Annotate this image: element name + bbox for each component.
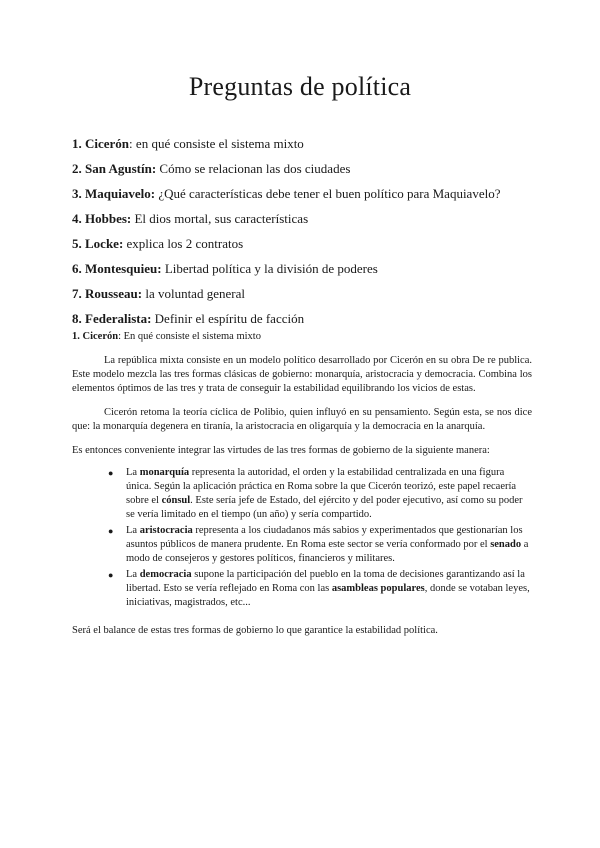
question-item — [72, 186, 542, 211]
question-separator: : — [129, 136, 133, 151]
government-forms-list — [72, 466, 532, 610]
question-text: en qué consiste el sistema mixto — [132, 136, 304, 151]
bullet-text: supone la participación del pueblo en la toma de decisiones garantizando así la libertad. Esto se vería reflejado en Roma con las — [126, 569, 525, 594]
question-item — [72, 136, 542, 161]
bullet-text: La — [126, 569, 140, 580]
bullet-term: aristocracia — [139, 525, 193, 536]
bullet-text: , donde se votaban leyes, iniciativas, magistrados, etc... — [126, 583, 530, 608]
question-item — [72, 261, 542, 286]
question-number: 4. — [72, 211, 82, 226]
question-author: Hobbes: — [85, 211, 132, 226]
bullet-text: representa a los ciudadanos más sabios y experimentados que gestionarían los asuntos públicos de manera prudente. En Roma este sector se vería conformado por el — [126, 525, 523, 550]
answer-heading — [72, 330, 532, 344]
page-title: Preguntas de política — [188, 72, 412, 101]
answer-heading-author: Cicerón — [82, 331, 119, 342]
bullet-icon: ● — [108, 526, 114, 536]
question-number: 1. — [72, 136, 82, 151]
questions-list — [72, 136, 542, 336]
bullet-text: a modo de consejeros y gestores políticos, financieros y militares. — [126, 539, 529, 564]
answer-section — [72, 330, 532, 646]
question-author: Cicerón — [85, 136, 130, 151]
question-number: 7. — [72, 286, 82, 301]
answer-heading-number: 1. — [72, 331, 80, 342]
question-text: Cómo se relacionan las dos ciudades — [156, 161, 351, 176]
question-author: Locke: — [85, 236, 124, 251]
question-text: la voluntad general — [142, 286, 245, 301]
bullet-item-democracia — [108, 568, 532, 610]
question-text: explica los 2 contratos — [123, 236, 244, 251]
answer-heading-text: : En qué consiste el sistema mixto — [118, 331, 261, 342]
question-text: El dios mortal, sus características — [131, 211, 309, 226]
question-number: 2. — [72, 161, 82, 176]
answer-paragraph-1: La república mixta consiste en un modelo político desarrollado por Cicerón en su obra De re publica. Este modelo mezcla las tres formas clásicas de gobierno: monarquía, aristocracia y democracia. Combina los elementos óptimos de las tres y trata de conseguir la estabilidad equilibrando los vicios de estas. — [72, 355, 532, 394]
question-number: 3. — [72, 186, 82, 201]
bullet-term: senado — [490, 539, 522, 550]
question-author: Rousseau: — [85, 286, 143, 301]
answer-conclusion: Será el balance de estas tres formas de gobierno lo que garantice la estabilidad política. — [72, 625, 438, 636]
bullet-term: asambleas populares — [331, 583, 425, 594]
question-author: Maquiavelo: — [85, 186, 156, 201]
bullet-term: democracia — [139, 569, 192, 580]
question-item — [72, 211, 542, 236]
bullet-term: monarquía — [139, 467, 190, 478]
bullet-item-monarquia — [108, 466, 532, 522]
question-number: 5. — [72, 236, 82, 251]
question-item — [72, 236, 542, 261]
bullet-icon: ● — [108, 468, 114, 478]
question-number: 8. — [72, 311, 82, 326]
bullet-text: La — [126, 525, 140, 536]
question-author: Federalista: — [85, 311, 152, 326]
answer-paragraph-2: Cicerón retoma la teoría cíclica de Polibio, quien influyó en su pensamiento. Según esta, se nos dice que: la monarquía degenera en tiranía, la aristocracia en oligarquía y la democracia en la anarquía. — [72, 407, 532, 432]
question-number: 6. — [72, 261, 82, 276]
question-item — [72, 286, 542, 311]
bullet-icon: ● — [108, 570, 114, 580]
bullet-term: cónsul — [161, 495, 191, 506]
question-text: Definir el espíritu de facción — [151, 311, 305, 326]
question-item — [72, 161, 542, 186]
bullet-text: La — [126, 467, 140, 478]
bullet-item-aristocracia — [108, 524, 532, 566]
bullet-text: representa la autoridad, el orden y la estabilidad centralizada en una figura única. Según la aplicación práctica en Roma sobre la que Cicerón teorizó, este papel recaería sobre el — [126, 467, 517, 506]
question-text: Libertad política y la división de poderes — [161, 261, 378, 276]
answer-paragraph-3: Es entonces conveniente integrar las virtudes de las tres formas de gobierno de la siguiente manera: — [72, 445, 490, 456]
question-author: San Agustín: — [85, 161, 157, 176]
question-author: Montesquieu: — [85, 261, 162, 276]
bullet-text: . Este sería jefe de Estado, del ejército y del poder ejecutivo, así como su poder se vería limitado en el tiempo (un año) y sería compartido. — [126, 495, 523, 520]
question-text: ¿Qué características debe tener el buen político para Maquiavelo? — [155, 186, 501, 201]
